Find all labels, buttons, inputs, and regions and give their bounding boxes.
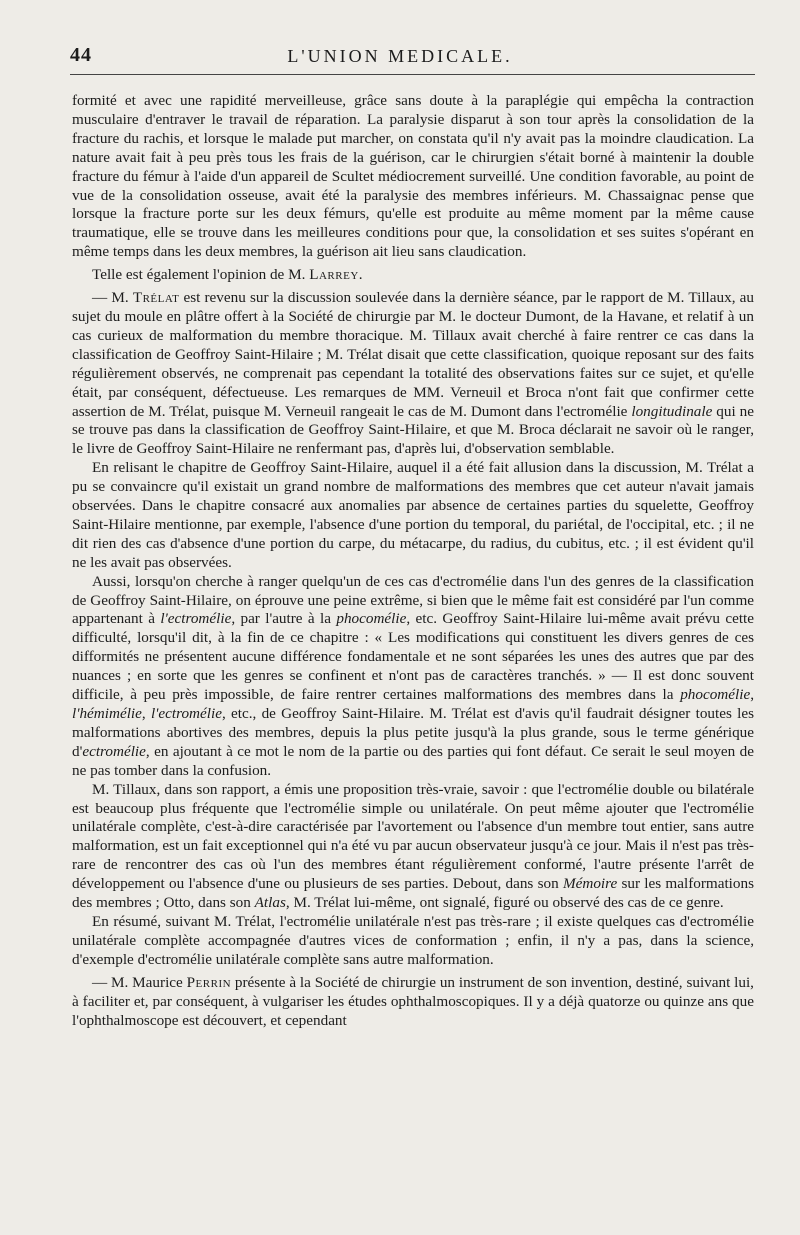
paragraph-3: — M. Trélat est revenu sur la discussion soulevée dans la dernière séance, par le rapport de M. Tillaux, au sujet du moule en plâtre offert à la Société de chirurgie par M. le docteur Dumont, de la Havane, et relatif à un cas curieux de malformation du membre thoracique. M. Tillaux avait cherché à faire rentrer ce cas dans la classification de Geoffroy Saint-Hilaire ; M. Trélat disait que cette classification, quoique reposant sur des faits régulièrement observés, ne comprenait pas cependant la totalité des observations faites sur ce sujet, et qu'elle était, par conséquent, défectueuse. Les remarques de MM. Verneuil et Broca n'ont fait que confirmer cette assertion de M. Trélat, puisque M. Verneuil rangeait le cas de M. Dumont dans l'ectromélie longitudinale qui ne se trouve pas dans la classification de Geoffroy Saint-Hilaire, et que M. Broca déclarait ne savoir où le ranger, le livre de Geoffroy Saint-Hilaire ne renfermant pas, d'après lui, d'observation semblable.: [72, 289, 754, 458]
paragraph-7: En résumé, suivant M. Trélat, l'ectromélie unilatérale n'est pas très-rare ; il existe quelques cas d'ectromélie unilatérale complète accompagnée d'autres vices de conformation ; enfin, il n'y a pas, dans la science, d'exemple d'ectromélie unilatérale complète sans autre malformation.: [72, 912, 754, 968]
paragraph-2: Telle est également l'opinion de M. Larrey.: [92, 266, 363, 284]
paragraph-8: — M. Maurice Perrin présente à la Société de chirurgie un instrument de son invention, destiné, suivant lui, à faciliter et, par conséquent, à vulgariser les études ophthalmoscopiques. Il y a déjà quatorze ou quinze ans que l'ophthalmoscope est découvert, et cependant: [72, 973, 754, 1029]
surname-trelat: Trélat: [132, 289, 180, 307]
paragraph-4: En relisant le chapitre de Geoffroy Saint-Hilaire, auquel il a été fait allusion dans la discussion, M. Trélat a pu se convaincre qu'il existait un grand nombre de malformations des membres que cet auteur n'avait jamais observées. Dans le chapitre consacré aux anomalies par absence de certaines parties du squelette, Geoffroy Saint-Hilaire mentionne, par exemple, l'absence d'une portion du temporal, du pariétal, de l'occipital, etc. ; il ne dit rien des cas d'absence d'une portion du carpe, du métacarpe, du radius, du cubitus, etc. ; il est évident qu'il ne les avait pas observées.: [72, 459, 754, 571]
page-number: 44: [70, 44, 92, 66]
page-header: [0, 40, 800, 70]
term-phocomelie: phocomélie: [336, 610, 407, 628]
term-longitudinale: longitudinale: [631, 402, 713, 420]
header-rule: [70, 74, 755, 75]
term-ectromelie: l'ectromélie: [160, 610, 232, 628]
surname-perrin: Perrin: [186, 973, 232, 991]
paragraph-1: formité et avec une rapidité merveilleuse, grâce sans doute à la paraplégie qui empêcha la contraction musculaire d'entraver le travail de réparation. La paralysie disparut à son tour après la consolidation de la fracture du rachis, et lorsque le malade put marcher, on constata qu'il n'y avait pas la moindre claudication. La nature avait fait à peu près tous les frais de la guérison, car le chirurgien s'était borné à maintenir la double fracture du fémur à l'aide d'un appareil de Scultet médiocrement surveillé. Une condition favorable, au point de vue de la consolidation osseuse, avait été la paralysie des membres inférieurs. M. Chassaignac pense que lorsque la fracture porte sur les deux fémurs, qu'elle est produite au même moment par la même cause traumatique, elle se trouve dans les meilleures conditions pour que, la consolidation et ses suites s'opérant en même temps dans les deux membres, la guérison ait lieu sans claudication.: [72, 92, 754, 261]
paragraph-5: Aussi, lorsqu'on cherche à ranger quelqu'un de ces cas d'ectromélie dans l'un des genres de la classification de Geoffroy Saint-Hilaire, on éprouve une peine extrême, si bien que le même fait est considéré par l'un comme appartenant à l'ectromélie, par l'autre à la phocomélie, etc. Geoffroy Saint-Hilaire lui-même avait prévu cette difficulté, lorsqu'il dit, à la fin de ce chapitre : « Les modifications qui constituent les divers genres de ces difformités ne présentent aucune différence fondamentale et ne sont séparées les unes des autres que par des nuances ; en sorte que les genres se confinent et n'ont pas de caractères tranchés. » — Il est donc souvent difficile, à peu près impossible, de faire rentrer certaines malformations des membres dans la phocomélie, l'hémimélie, l'ectromélie, etc., de Geoffroy Saint-Hilaire. M. Trélat est d'avis qu'il faudrait désigner toutes les malformations abortives des membres, depuis la plus petite jusqu'à la plus grande, sous le terme générique d'ectromélie, en ajoutant à ce mot le nom de la partie ou des parties qui font défaut. Ce serait le seul moyen de ne pas tomber dans la confusion.: [72, 572, 755, 779]
paragraph-6: M. Tillaux, dans son rapport, a émis une proposition très-vraie, savoir : que l'ectromélie double ou bilatérale est beaucoup plus fréquente que l'ectromélie simple ou unilatérale. On peut même ajouter que l'ectromélie unilatérale complète, c'est-à-dire caractérisée par l'avortement ou l'absence d'un membre tout entier, sans autre malformation, est un fait exceptionnel qui n'a été vu par aucun observateur jusqu'à ce jour. Mais il n'est pas très-rare de rencontrer des cas où l'un des membres étant régulièrement conformé, l'autre présente l'arrêt de développement ou l'absence d'une ou plusieurs de ses parties. Debout, dans son Mémoire sur les malformations des membres ; Otto, dans son Atlas, M. Trélat lui-même, ont signalé, figuré ou observé des cas de ce genre.: [72, 780, 754, 912]
title-atlas: Atlas: [254, 894, 286, 912]
title-memoire: Mémoire: [562, 875, 618, 893]
term-phocomelie: phocomélie: [680, 686, 751, 704]
surname-larrey: Larrey: [309, 266, 359, 284]
term-hemimelie: l'hémimélie: [72, 705, 142, 722]
term-ectromelie: l'ectromélie: [150, 705, 222, 722]
term-ectromelie: ectromélie: [82, 742, 146, 760]
running-title: L'UNION MEDICALE.: [287, 46, 513, 66]
article-body: [72, 92, 754, 1030]
